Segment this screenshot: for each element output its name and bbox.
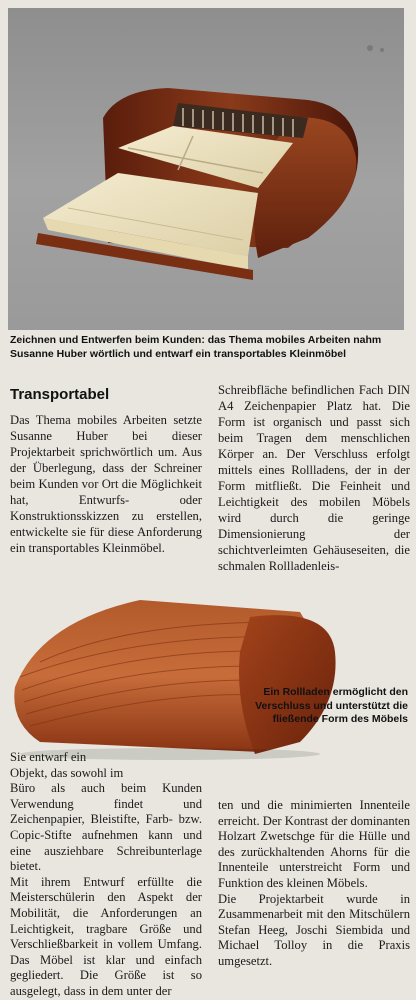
column-right-top <box>218 382 410 574</box>
column-left-top <box>10 412 202 556</box>
article-heading: Transportabel <box>10 386 110 403</box>
caption-mid: Ein Rollladen ermöglicht den Verschluss und unterstützt die fließende Form des Möbels <box>255 686 408 725</box>
photo-open-cabinet <box>8 8 404 330</box>
paragraph-left-bottom-2: Mit ihrem Entwurf erfüllte die Meisterschülerin den Aspekt der Mobilität, die Anforderungen an Leichtigkeit, tragbare Größe und Verschließbarkeit in vollem Umfang. Das Möbel ist klar und einfach gegliedert. Die Größe ist so ausgelegt, dass in dem unter der <box>10 874 202 998</box>
column-left-bottom <box>10 750 202 1000</box>
paragraph-right-bottom-1: ten und die minimierten Innenteile erreicht. Der Kontrast der dominanten Holzart Zwetschge für die Hülle und des zurückhaltenden Ahorns für die Innenteile unterstreicht Form und Funktion des kleinen Möbels. <box>218 798 410 890</box>
paragraph-lead-line2: Objekt, das sowohl im <box>10 765 124 780</box>
paragraph-left-bottom-1: Büro als auch beim Kunden Verwendung findet und Zeichenpapier, Bleistifte, Farb- bzw. Copic-Stifte aufnehmen kann und eine ausziehbare Schreibunterlage bietet. <box>10 781 202 874</box>
paragraph-right-top: Schreibfläche befindlichen Fach DIN A4 Zeichenpapier Platz hat. Die Form ist organisch und passt sich beim Tragen dem menschlichen Körper an. Der Verschluss erfolgt mittels eines Rollladens, der in der Form mitfließt. Die Feinheit und Leichtigkeit des mobilen Möbels wird durch die geringe Dimensionierung der schichtverleimten Gehäuseseiten, die schmalen Rollladenleis- <box>218 383 410 573</box>
column-right-bottom <box>218 798 410 970</box>
paragraph-intro: Das Thema mobiles Arbeiten setzte Susanne Huber bei dieser Projektarbeit sprichwörtlich um. Aus der Überlegung, dass der Schreiner beim Kunden vor Ort die Möglichkeit hat, Entwurfs- oder Konstruktionsskizzen zu erstellen, entwickelte sie für diese Anforderung ein transportables Kleinmöbel. <box>10 413 202 555</box>
closed-cabinet-image <box>0 582 416 762</box>
paragraph-lead-line1: Sie entwarf ein <box>10 750 87 764</box>
paragraph-right-bottom-2: Die Projektarbeit wurde in Zusammenarbeit mit den Mitschülern Stefan Heeg, Joschi Siembida und Michael Tolloy in die Praxis umgesetzt. <box>218 891 410 968</box>
open-cabinet-image <box>8 8 404 330</box>
caption-top: Zeichnen und Entwerfen beim Kunden: das Thema mobiles Arbeiten nahm Susanne Huber wörtlich und entwarf ein transportables Kleinmöbel <box>10 334 382 360</box>
photo-closed-cabinet <box>0 582 416 762</box>
